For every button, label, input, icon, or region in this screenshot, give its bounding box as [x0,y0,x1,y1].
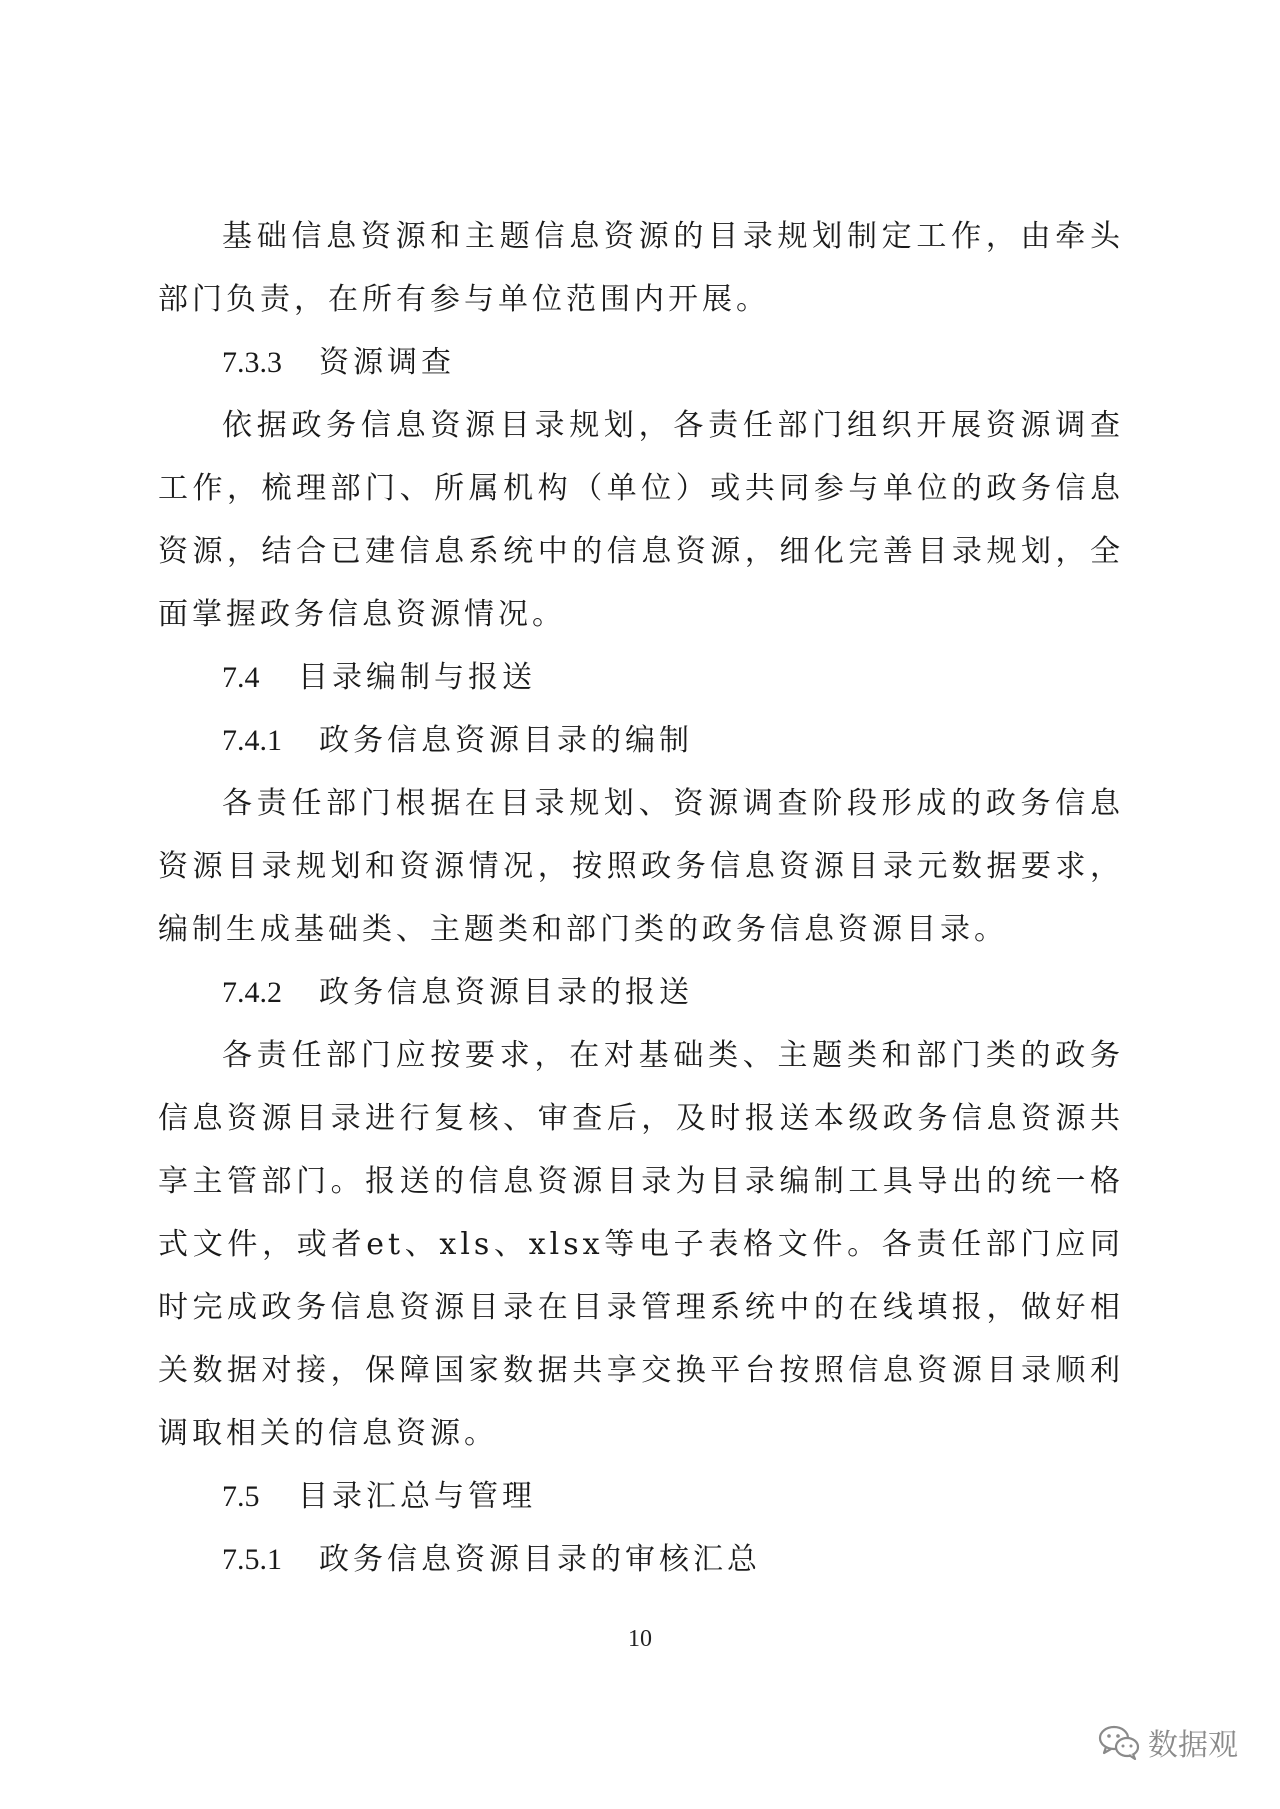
watermark [1098,1720,1238,1764]
wechat-icon [1098,1724,1140,1760]
section-title: 政务信息资源目录的编制 [319,723,693,758]
watermark-label: 数据观 [1148,1728,1238,1763]
section-title: 政务信息资源目录的报送 [319,975,693,1010]
section-number: 7.4 [222,661,260,694]
section-number: 7.5 [222,1480,260,1513]
section-title: 目录编制与报送 [298,660,536,695]
paragraph: 基础信息资源和主题信息资源的目录规划制定工作，由牵头部门负责，在所有参与单位范围内开展。 [158,219,1124,317]
paragraph: 依据政务信息资源目录规划，各责任部门组织开展资源调查工作，梳理部门、所属机构（单位）或共同参与单位的政务信息资源，结合已建信息系统中的信息资源，细化完善目录规划，全面掌握政务信息资源情况。 [158,408,1124,632]
paragraph: 各责任部门应按要求，在对基础类、主题类和部门类的政务信息资源目录进行复核、审查后，及时报送本级政务信息资源共享主管部门。报送的信息资源目录为目录编制工具导出的统一格式文件，或者et、xls、xlsx等电子表格文件。各责任部门应同时完成政务信息资源目录在目录管理系统中的在线填报，做好相关数据对接，保障国家数据共享交换平台按照信息资源目录顺利调取相关的信息资源。 [158,1038,1124,1451]
section-title: 政务信息资源目录的审核汇总 [319,1542,761,1577]
section-heading [158,961,1124,1024]
section-heading [158,646,1124,709]
section-number: 7.5.1 [222,1543,282,1576]
section-title: 资源调查 [319,345,455,380]
section-heading [158,709,1124,772]
section-number: 7.4.1 [222,724,282,757]
paragraph: 各责任部门根据在目录规划、资源调查阶段形成的政务信息资源目录规划和资源情况，按照政务信息资源目录元数据要求，编制生成基础类、主题类和部门类的政务信息资源目录。 [158,786,1124,947]
section-heading [158,1528,1124,1591]
document-body [158,205,1124,1591]
section-title: 目录汇总与管理 [298,1479,536,1514]
section-number: 7.4.2 [222,976,282,1009]
section-heading [158,1465,1124,1528]
section-heading [158,331,1124,394]
page-number: 10 [628,1626,652,1652]
section-number: 7.3.3 [222,346,282,379]
